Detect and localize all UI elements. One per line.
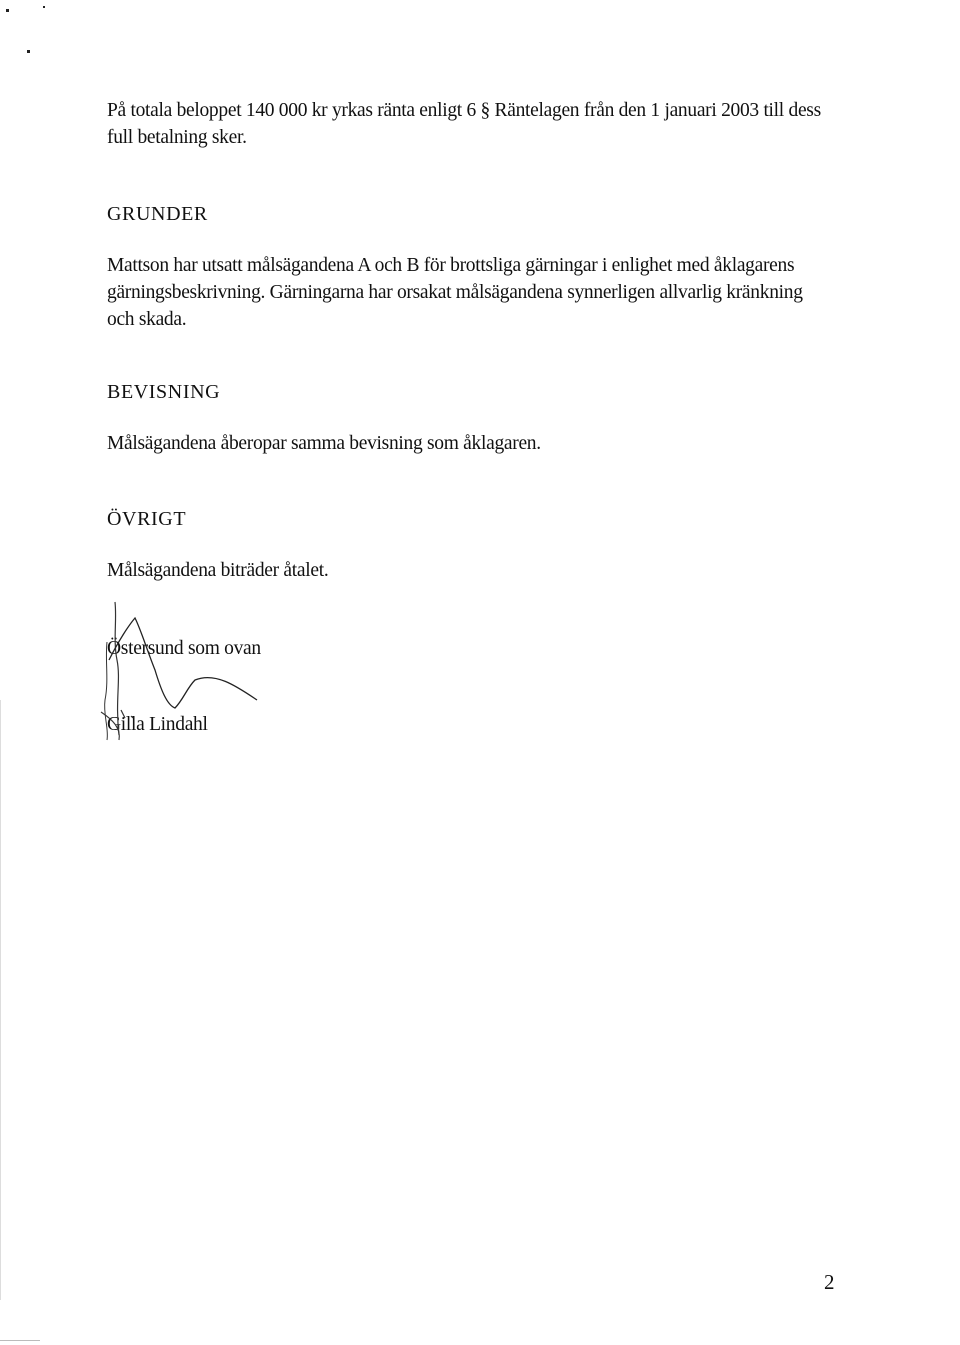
scan-speck [43, 6, 45, 8]
scan-speck [6, 9, 9, 12]
grunder-paragraph: Mattson har utsatt målsägandena A och B för brottsliga gärningar i enlighet med åklagarens gärningsbeskrivning. Gärningarna har orsakat målsägandena synnerligen allvarlig kränkning och skada. [107, 255, 803, 330]
heading-ovrigt: ÖVRIGT [107, 508, 187, 530]
scan-speck [27, 50, 30, 53]
ovrigt-paragraph: Målsägandena biträder åtalet. [107, 560, 329, 581]
handwritten-signature [95, 600, 275, 750]
place-line: Östersund som ovan [107, 638, 261, 659]
heading-grunder: GRUNDER [107, 203, 208, 225]
heading-bevisning: BEVISNING [107, 381, 221, 403]
interest-claim-paragraph: På totala beloppet 140 000 kr yrkas ränta enligt 6 § Räntelagen från den 1 januari 2003 till dess full betalning sker. [107, 100, 821, 148]
scan-edge-line [0, 1340, 40, 1341]
signatory-name: Gilla Lindahl [107, 714, 208, 735]
bevisning-paragraph: Målsägandena åberopar samma bevisning som åklagaren. [107, 433, 541, 454]
page-number: 2 [824, 1270, 835, 1294]
scan-edge-line [0, 700, 1, 1300]
